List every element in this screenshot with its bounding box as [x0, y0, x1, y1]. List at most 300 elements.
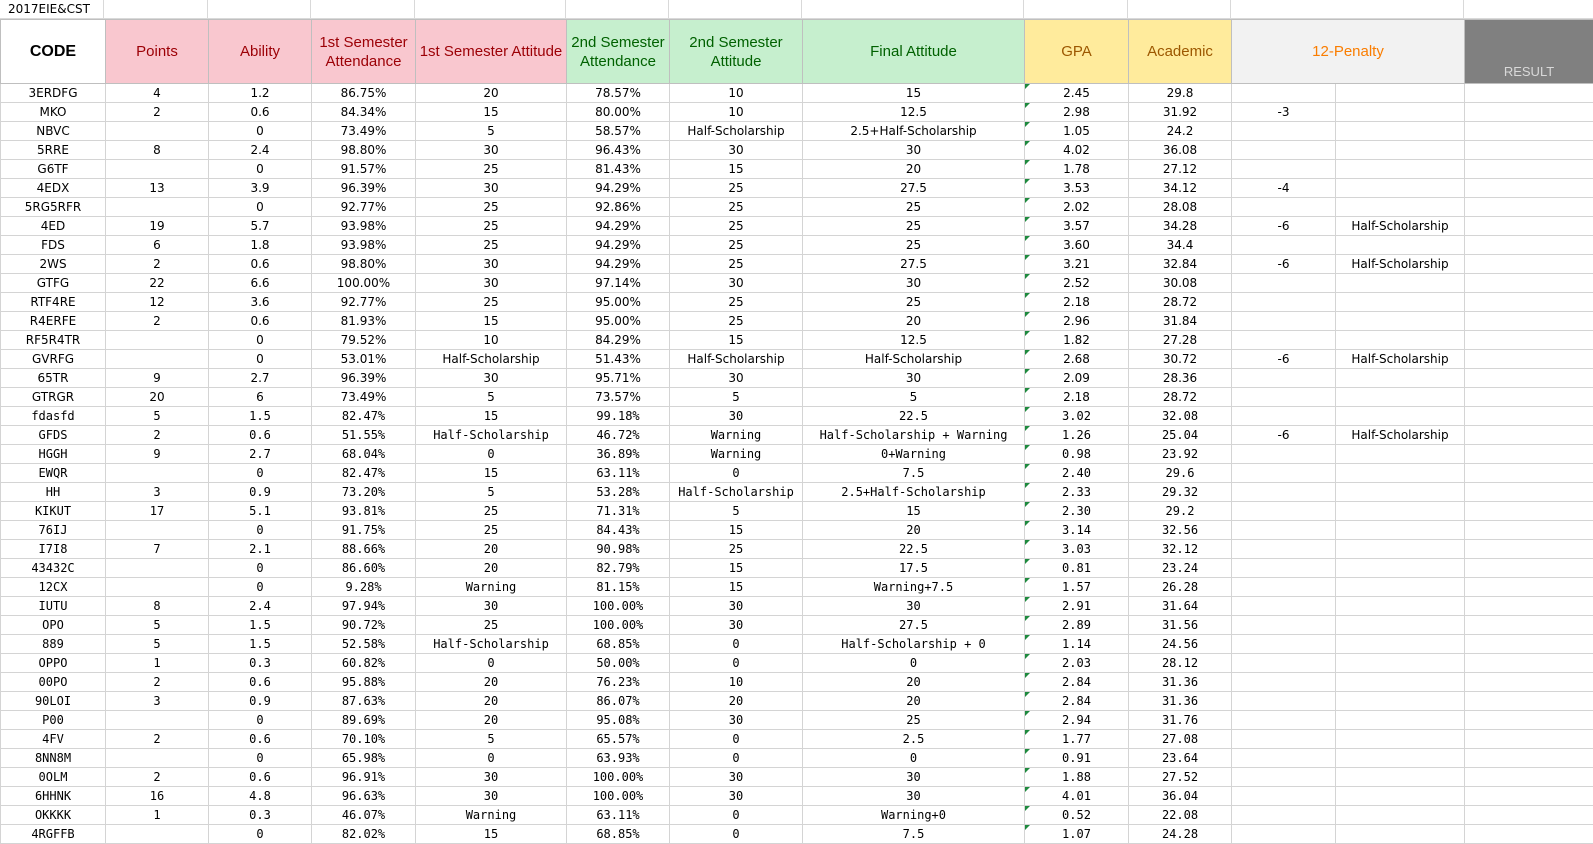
cell-final-attitude[interactable]: 2.5+Half-Scholarship	[803, 483, 1025, 502]
cell-sem1-attendance[interactable]: 92.77%	[312, 198, 416, 217]
cell-sem1-attendance[interactable]: 46.07%	[312, 806, 416, 825]
cell-points[interactable]: 19	[106, 217, 209, 236]
cell-final-attitude[interactable]: 27.5	[803, 255, 1025, 274]
cell-sem1-attendance[interactable]: 51.55%	[312, 426, 416, 445]
cell-gpa[interactable]: 1.14	[1025, 635, 1129, 654]
cell-sem1-attendance[interactable]: 52.58%	[312, 635, 416, 654]
cell-code[interactable]: RF5R4TR	[1, 331, 106, 350]
cell-sem2-attendance[interactable]: 94.29%	[567, 255, 670, 274]
cell-penalty-note[interactable]	[1336, 84, 1465, 103]
cell-penalty-note[interactable]	[1336, 274, 1465, 293]
cell-penalty-note[interactable]	[1336, 540, 1465, 559]
header-points[interactable]: Points	[106, 20, 209, 84]
cell-sem1-attendance[interactable]: 82.02%	[312, 825, 416, 844]
cell-sem1-attitude[interactable]: 30	[416, 369, 567, 388]
cell-final-attitude[interactable]: 25	[803, 293, 1025, 312]
cell-points[interactable]: 1	[106, 654, 209, 673]
header-final-attitude[interactable]: Final Attitude	[803, 20, 1025, 84]
cell-penalty-note[interactable]	[1336, 635, 1465, 654]
cell-result[interactable]	[1465, 331, 1593, 350]
cell-result[interactable]	[1465, 464, 1593, 483]
cell-sem1-attitude[interactable]: Warning	[416, 806, 567, 825]
cell-result[interactable]	[1465, 103, 1593, 122]
cell-ability[interactable]: 1.5	[209, 635, 312, 654]
cell-gpa[interactable]: 0.98	[1025, 445, 1129, 464]
cell-result[interactable]	[1465, 749, 1593, 768]
cell-penalty-note[interactable]	[1336, 483, 1465, 502]
cell-penalty[interactable]: -6	[1232, 217, 1336, 236]
cell-academic[interactable]: 32.08	[1129, 407, 1232, 426]
cell-code[interactable]: GTRGR	[1, 388, 106, 407]
cell-code[interactable]: 4ED	[1, 217, 106, 236]
cell-penalty[interactable]	[1232, 787, 1336, 806]
cell-result[interactable]	[1465, 236, 1593, 255]
cell-code[interactable]: IUTU	[1, 597, 106, 616]
cell-points[interactable]: 16	[106, 787, 209, 806]
cell-sem1-attitude[interactable]: 15	[416, 825, 567, 844]
cell-result[interactable]	[1465, 654, 1593, 673]
cell-sem2-attendance[interactable]: 63.93%	[567, 749, 670, 768]
cell-sem2-attendance[interactable]: 71.31%	[567, 502, 670, 521]
cell-academic[interactable]: 23.92	[1129, 445, 1232, 464]
cell-points[interactable]: 17	[106, 502, 209, 521]
cell-sem1-attitude[interactable]: 30	[416, 141, 567, 160]
cell-gpa[interactable]: 2.91	[1025, 597, 1129, 616]
cell-sem1-attendance[interactable]: 60.82%	[312, 654, 416, 673]
cell-code[interactable]: OPO	[1, 616, 106, 635]
cell-final-attitude[interactable]: 7.5	[803, 464, 1025, 483]
cell-gpa[interactable]: 2.84	[1025, 692, 1129, 711]
cell-sem1-attitude[interactable]: 20	[416, 84, 567, 103]
cell-ability[interactable]: 0.6	[209, 673, 312, 692]
cell-final-attitude[interactable]: 12.5	[803, 331, 1025, 350]
cell-penalty[interactable]: -4	[1232, 179, 1336, 198]
cell-result[interactable]	[1465, 711, 1593, 730]
cell-penalty[interactable]	[1232, 122, 1336, 141]
cell-sem2-attitude[interactable]: 15	[670, 578, 803, 597]
cell-penalty[interactable]	[1232, 559, 1336, 578]
cell-final-attitude[interactable]: 5	[803, 388, 1025, 407]
cell-sem2-attendance[interactable]: 97.14%	[567, 274, 670, 293]
cell-sem2-attendance[interactable]: 58.57%	[567, 122, 670, 141]
cell-sem2-attendance[interactable]: 46.72%	[567, 426, 670, 445]
cell-sem1-attitude[interactable]: 0	[416, 749, 567, 768]
cell-points[interactable]: 3	[106, 483, 209, 502]
cell-sem1-attitude[interactable]: 15	[416, 103, 567, 122]
cell-sem2-attitude[interactable]: 10	[670, 673, 803, 692]
cell-sem1-attitude[interactable]: 25	[416, 160, 567, 179]
cell-sem1-attendance[interactable]: 90.72%	[312, 616, 416, 635]
cell-sem2-attitude[interactable]: 25	[670, 540, 803, 559]
cell-sem1-attitude[interactable]: 30	[416, 787, 567, 806]
cell-result[interactable]	[1465, 578, 1593, 597]
header-academic[interactable]: Academic	[1129, 20, 1232, 84]
cell-penalty[interactable]	[1232, 483, 1336, 502]
cell-sem2-attitude[interactable]: 30	[670, 274, 803, 293]
cell-sem2-attitude[interactable]: 15	[670, 559, 803, 578]
cell-code[interactable]: 12CX	[1, 578, 106, 597]
cell-result[interactable]	[1465, 255, 1593, 274]
cell-sem2-attitude[interactable]: 30	[670, 616, 803, 635]
cell-gpa[interactable]: 0.81	[1025, 559, 1129, 578]
cell-points[interactable]: 12	[106, 293, 209, 312]
cell-gpa[interactable]: 2.98	[1025, 103, 1129, 122]
cell-sem2-attitude[interactable]: 0	[670, 730, 803, 749]
cell-academic[interactable]: 31.76	[1129, 711, 1232, 730]
cell-gpa[interactable]: 1.77	[1025, 730, 1129, 749]
cell-sem2-attitude[interactable]: 30	[670, 407, 803, 426]
cell-sem2-attendance[interactable]: 53.28%	[567, 483, 670, 502]
cell-final-attitude[interactable]: 30	[803, 369, 1025, 388]
cell-sem1-attitude[interactable]: 0	[416, 445, 567, 464]
cell-sem2-attendance[interactable]: 92.86%	[567, 198, 670, 217]
cell-gpa[interactable]: 1.88	[1025, 768, 1129, 787]
cell-points[interactable]: 3	[106, 692, 209, 711]
cell-code[interactable]: HH	[1, 483, 106, 502]
cell-academic[interactable]: 31.92	[1129, 103, 1232, 122]
cell-penalty-note[interactable]	[1336, 654, 1465, 673]
cell-sem1-attitude[interactable]: 15	[416, 312, 567, 331]
cell-ability[interactable]: 3.6	[209, 293, 312, 312]
cell-code[interactable]: KIKUT	[1, 502, 106, 521]
cell-sem2-attitude[interactable]: 25	[670, 255, 803, 274]
cell-code[interactable]: 65TR	[1, 369, 106, 388]
cell-penalty[interactable]	[1232, 730, 1336, 749]
cell-gpa[interactable]: 0.91	[1025, 749, 1129, 768]
cell-academic[interactable]: 29.6	[1129, 464, 1232, 483]
cell-penalty-note[interactable]	[1336, 122, 1465, 141]
cell-sem1-attendance[interactable]: 68.04%	[312, 445, 416, 464]
cell-penalty-note[interactable]	[1336, 578, 1465, 597]
cell-sem2-attendance[interactable]: 73.57%	[567, 388, 670, 407]
cell-penalty[interactable]	[1232, 806, 1336, 825]
cell-ability[interactable]: 2.4	[209, 141, 312, 160]
cell-gpa[interactable]: 4.02	[1025, 141, 1129, 160]
cell-points[interactable]: 2	[106, 103, 209, 122]
cell-gpa[interactable]: 2.30	[1025, 502, 1129, 521]
cell-code[interactable]: 00PO	[1, 673, 106, 692]
cell-penalty-note[interactable]	[1336, 160, 1465, 179]
cell-penalty[interactable]	[1232, 274, 1336, 293]
cell-result[interactable]	[1465, 635, 1593, 654]
cell-sem2-attitude[interactable]: 25	[670, 179, 803, 198]
cell-sem2-attitude[interactable]: 25	[670, 198, 803, 217]
cell-result[interactable]	[1465, 768, 1593, 787]
cell-ability[interactable]: 0.6	[209, 768, 312, 787]
cell-points[interactable]	[106, 559, 209, 578]
cell-points[interactable]: 13	[106, 179, 209, 198]
cell-code[interactable]: 90LOI	[1, 692, 106, 711]
cell-ability[interactable]: 0.9	[209, 692, 312, 711]
cell-code[interactable]: 2WS	[1, 255, 106, 274]
cell-code[interactable]: P00	[1, 711, 106, 730]
cell-code[interactable]: 76IJ	[1, 521, 106, 540]
cell-penalty[interactable]	[1232, 293, 1336, 312]
cell-points[interactable]	[106, 350, 209, 369]
cell-sem1-attendance[interactable]: 82.47%	[312, 464, 416, 483]
cell-sem2-attendance[interactable]: 68.85%	[567, 825, 670, 844]
cell-sem2-attendance[interactable]: 95.71%	[567, 369, 670, 388]
cell-penalty-note[interactable]	[1336, 749, 1465, 768]
cell-penalty-note[interactable]	[1336, 407, 1465, 426]
cell-gpa[interactable]: 1.07	[1025, 825, 1129, 844]
cell-sem1-attitude[interactable]: 5	[416, 122, 567, 141]
cell-ability[interactable]: 5.1	[209, 502, 312, 521]
cell-points[interactable]: 20	[106, 388, 209, 407]
header-ability[interactable]: Ability	[209, 20, 312, 84]
cell-sem2-attitude[interactable]: 30	[670, 711, 803, 730]
cell-penalty-note[interactable]: Half-Scholarship	[1336, 217, 1465, 236]
cell-gpa[interactable]: 3.57	[1025, 217, 1129, 236]
cell-sem2-attitude[interactable]: 0	[670, 806, 803, 825]
cell-code[interactable]: 43432C	[1, 559, 106, 578]
cell-ability[interactable]: 2.7	[209, 369, 312, 388]
cell-sem2-attendance[interactable]: 94.29%	[567, 217, 670, 236]
cell-final-attitude[interactable]: 7.5	[803, 825, 1025, 844]
header-code[interactable]: CODE	[1, 20, 106, 84]
cell-penalty-note[interactable]: Half-Scholarship	[1336, 350, 1465, 369]
cell-ability[interactable]: 5.7	[209, 217, 312, 236]
cell-code[interactable]: OKKKK	[1, 806, 106, 825]
cell-gpa[interactable]: 2.84	[1025, 673, 1129, 692]
cell-academic[interactable]: 32.84	[1129, 255, 1232, 274]
cell-ability[interactable]: 0.3	[209, 806, 312, 825]
cell-sem2-attitude[interactable]: Warning	[670, 426, 803, 445]
cell-code[interactable]: 3ERDFG	[1, 84, 106, 103]
cell-code[interactable]: G6TF	[1, 160, 106, 179]
cell-code[interactable]: 0OLM	[1, 768, 106, 787]
cell-sem1-attendance[interactable]: 91.75%	[312, 521, 416, 540]
cell-code[interactable]: 4FV	[1, 730, 106, 749]
header-sem1-attendance[interactable]: 1st Semester Attendance	[312, 20, 416, 84]
cell-points[interactable]: 9	[106, 445, 209, 464]
cell-sem2-attitude[interactable]: 25	[670, 217, 803, 236]
cell-gpa[interactable]: 2.02	[1025, 198, 1129, 217]
cell-sem1-attitude[interactable]: 15	[416, 464, 567, 483]
cell-sem2-attitude[interactable]: 0	[670, 825, 803, 844]
cell-sem2-attendance[interactable]: 95.00%	[567, 293, 670, 312]
cell-penalty-note[interactable]	[1336, 312, 1465, 331]
cell-final-attitude[interactable]: 17.5	[803, 559, 1025, 578]
cell-sem1-attendance[interactable]: 70.10%	[312, 730, 416, 749]
cell-ability[interactable]: 0	[209, 521, 312, 540]
cell-sem1-attendance[interactable]: 73.49%	[312, 388, 416, 407]
cell-sem1-attitude[interactable]: 30	[416, 274, 567, 293]
cell-code[interactable]: GVRFG	[1, 350, 106, 369]
cell-final-attitude[interactable]: 20	[803, 521, 1025, 540]
cell-final-attitude[interactable]: 25	[803, 236, 1025, 255]
cell-sem1-attendance[interactable]: 81.93%	[312, 312, 416, 331]
cell-penalty[interactable]	[1232, 654, 1336, 673]
cell-gpa[interactable]: 2.94	[1025, 711, 1129, 730]
cell-sem2-attendance[interactable]: 50.00%	[567, 654, 670, 673]
cell-code[interactable]: R4ERFE	[1, 312, 106, 331]
cell-final-attitude[interactable]: 15	[803, 84, 1025, 103]
cell-academic[interactable]: 26.28	[1129, 578, 1232, 597]
cell-gpa[interactable]: 3.60	[1025, 236, 1129, 255]
cell-sem2-attendance[interactable]: 65.57%	[567, 730, 670, 749]
cell-final-attitude[interactable]: Half-Scholarship	[803, 350, 1025, 369]
cell-gpa[interactable]: 2.03	[1025, 654, 1129, 673]
cell-penalty[interactable]	[1232, 331, 1336, 350]
cell-sem1-attendance[interactable]: 86.75%	[312, 84, 416, 103]
cell-sem2-attitude[interactable]: 5	[670, 502, 803, 521]
cell-ability[interactable]: 0.6	[209, 312, 312, 331]
cell-academic[interactable]: 34.12	[1129, 179, 1232, 198]
cell-result[interactable]	[1465, 274, 1593, 293]
cell-penalty[interactable]	[1232, 616, 1336, 635]
cell-penalty[interactable]	[1232, 825, 1336, 844]
cell-sem2-attitude[interactable]: 30	[670, 787, 803, 806]
cell-sem1-attitude[interactable]: 30	[416, 179, 567, 198]
cell-penalty[interactable]: -6	[1232, 426, 1336, 445]
cell-code[interactable]: MKO	[1, 103, 106, 122]
cell-penalty[interactable]	[1232, 236, 1336, 255]
cell-ability[interactable]: 0	[209, 160, 312, 179]
cell-result[interactable]	[1465, 597, 1593, 616]
cell-gpa[interactable]: 2.89	[1025, 616, 1129, 635]
cell-academic[interactable]: 28.72	[1129, 388, 1232, 407]
cell-final-attitude[interactable]: 2.5	[803, 730, 1025, 749]
cell-sem1-attendance[interactable]: 89.69%	[312, 711, 416, 730]
cell-sem2-attendance[interactable]: 84.29%	[567, 331, 670, 350]
cell-sem1-attitude[interactable]: 30	[416, 768, 567, 787]
cell-academic[interactable]: 24.28	[1129, 825, 1232, 844]
cell-sem2-attendance[interactable]: 78.57%	[567, 84, 670, 103]
cell-sem1-attitude[interactable]: 25	[416, 198, 567, 217]
cell-final-attitude[interactable]: 0	[803, 654, 1025, 673]
cell-code[interactable]: OPPO	[1, 654, 106, 673]
cell-academic[interactable]: 27.52	[1129, 768, 1232, 787]
cell-sem2-attitude[interactable]: 0	[670, 635, 803, 654]
cell-final-attitude[interactable]: Warning+0	[803, 806, 1025, 825]
cell-academic[interactable]: 31.36	[1129, 673, 1232, 692]
cell-sem1-attitude[interactable]: 0	[416, 654, 567, 673]
cell-academic[interactable]: 27.12	[1129, 160, 1232, 179]
cell-academic[interactable]: 34.4	[1129, 236, 1232, 255]
cell-ability[interactable]: 0	[209, 198, 312, 217]
cell-sem2-attendance[interactable]: 68.85%	[567, 635, 670, 654]
cell-penalty[interactable]	[1232, 198, 1336, 217]
cell-final-attitude[interactable]: 0	[803, 749, 1025, 768]
cell-points[interactable]: 5	[106, 635, 209, 654]
cell-sem1-attendance[interactable]: 84.34%	[312, 103, 416, 122]
cell-points[interactable]	[106, 711, 209, 730]
cell-sem2-attendance[interactable]: 95.08%	[567, 711, 670, 730]
cell-sem2-attendance[interactable]: 100.00%	[567, 768, 670, 787]
cell-code[interactable]: HGGH	[1, 445, 106, 464]
cell-penalty-note[interactable]	[1336, 825, 1465, 844]
header-result[interactable]: RESULT	[1465, 20, 1593, 84]
cell-sem2-attendance[interactable]: 63.11%	[567, 806, 670, 825]
cell-sem1-attitude[interactable]: 5	[416, 730, 567, 749]
cell-sem2-attitude[interactable]: 30	[670, 141, 803, 160]
cell-sem2-attitude[interactable]: 0	[670, 749, 803, 768]
cell-final-attitude[interactable]: 22.5	[803, 407, 1025, 426]
cell-points[interactable]: 2	[106, 730, 209, 749]
cell-gpa[interactable]: 2.68	[1025, 350, 1129, 369]
cell-final-attitude[interactable]: 20	[803, 312, 1025, 331]
cell-points[interactable]	[106, 331, 209, 350]
cell-result[interactable]	[1465, 407, 1593, 426]
cell-academic[interactable]: 27.28	[1129, 331, 1232, 350]
cell-result[interactable]	[1465, 122, 1593, 141]
cell-result[interactable]	[1465, 141, 1593, 160]
cell-penalty[interactable]	[1232, 749, 1336, 768]
cell-ability[interactable]: 2.4	[209, 597, 312, 616]
cell-gpa[interactable]: 0.52	[1025, 806, 1129, 825]
cell-penalty-note[interactable]	[1336, 369, 1465, 388]
cell-sem2-attitude[interactable]: 10	[670, 103, 803, 122]
cell-result[interactable]	[1465, 293, 1593, 312]
cell-penalty-note[interactable]	[1336, 711, 1465, 730]
cell-code[interactable]: EWQR	[1, 464, 106, 483]
cell-sem1-attitude[interactable]: 30	[416, 597, 567, 616]
cell-ability[interactable]: 0	[209, 578, 312, 597]
cell-academic[interactable]: 28.72	[1129, 293, 1232, 312]
cell-final-attitude[interactable]: 25	[803, 711, 1025, 730]
cell-sem1-attendance[interactable]: 65.98%	[312, 749, 416, 768]
cell-penalty-note[interactable]	[1336, 445, 1465, 464]
cell-penalty[interactable]	[1232, 84, 1336, 103]
cell-code[interactable]: GTFG	[1, 274, 106, 293]
cell-final-attitude[interactable]: 20	[803, 673, 1025, 692]
cell-academic[interactable]: 34.28	[1129, 217, 1232, 236]
cell-sem1-attitude[interactable]: 20	[416, 559, 567, 578]
cell-gpa[interactable]: 2.45	[1025, 84, 1129, 103]
cell-result[interactable]	[1465, 483, 1593, 502]
cell-final-attitude[interactable]: 20	[803, 160, 1025, 179]
cell-points[interactable]	[106, 160, 209, 179]
cell-gpa[interactable]: 2.18	[1025, 293, 1129, 312]
cell-ability[interactable]: 2.7	[209, 445, 312, 464]
cell-sem1-attitude[interactable]: 10	[416, 331, 567, 350]
cell-sem2-attendance[interactable]: 95.00%	[567, 312, 670, 331]
cell-gpa[interactable]: 1.78	[1025, 160, 1129, 179]
cell-ability[interactable]: 0	[209, 350, 312, 369]
cell-code[interactable]: 8NN8M	[1, 749, 106, 768]
cell-final-attitude[interactable]: 12.5	[803, 103, 1025, 122]
cell-ability[interactable]: 2.1	[209, 540, 312, 559]
cell-penalty-note[interactable]	[1336, 293, 1465, 312]
cell-ability[interactable]: 6.6	[209, 274, 312, 293]
cell-sem2-attendance[interactable]: 81.43%	[567, 160, 670, 179]
cell-gpa[interactable]: 4.01	[1025, 787, 1129, 806]
header-gpa[interactable]: GPA	[1025, 20, 1129, 84]
cell-ability[interactable]: 1.5	[209, 616, 312, 635]
cell-code[interactable]: FDS	[1, 236, 106, 255]
cell-points[interactable]: 9	[106, 369, 209, 388]
cell-penalty-note[interactable]	[1336, 331, 1465, 350]
cell-penalty[interactable]	[1232, 540, 1336, 559]
cell-penalty-note[interactable]	[1336, 597, 1465, 616]
cell-sem2-attendance[interactable]: 86.07%	[567, 692, 670, 711]
cell-points[interactable]: 4	[106, 84, 209, 103]
cell-sem2-attendance[interactable]: 84.43%	[567, 521, 670, 540]
cell-sem1-attendance[interactable]: 88.66%	[312, 540, 416, 559]
cell-penalty[interactable]	[1232, 578, 1336, 597]
cell-sem1-attitude[interactable]: 25	[416, 293, 567, 312]
cell-sem1-attendance[interactable]: 86.60%	[312, 559, 416, 578]
cell-penalty[interactable]	[1232, 369, 1336, 388]
cell-sem1-attitude[interactable]: 5	[416, 483, 567, 502]
cell-gpa[interactable]: 2.09	[1025, 369, 1129, 388]
header-sem2-attitude[interactable]: 2nd Semester Attitude	[670, 20, 803, 84]
cell-final-attitude[interactable]: 25	[803, 217, 1025, 236]
cell-result[interactable]	[1465, 350, 1593, 369]
cell-ability[interactable]: 0.3	[209, 654, 312, 673]
cell-sem1-attitude[interactable]: 20	[416, 692, 567, 711]
